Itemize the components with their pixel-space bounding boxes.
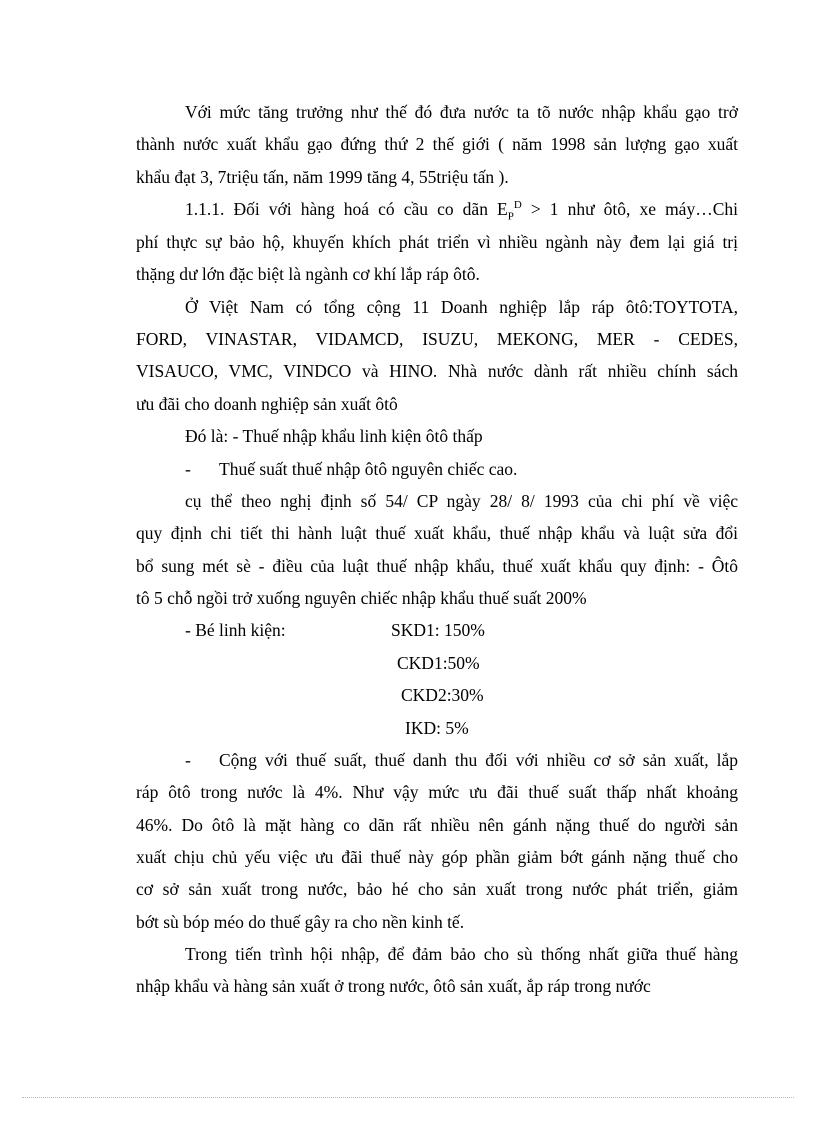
p8-dash: - — [185, 750, 191, 770]
elasticity-superscript: D — [513, 199, 522, 212]
p6-line1: cụ thể theo nghị định số 54/ CP ngày 28/ 8/ 1993 của chi phí về việc — [185, 491, 738, 511]
elasticity-subscript: P — [507, 210, 514, 223]
p1-line1: Với mức tăng trưởng như thế đó đưa nước ta tõ nước nhập khẩu gạo trở — [185, 102, 738, 122]
p8-line5: cơ sở sản xuất trong nước, bảo hé cho sản xuất trong nước phát triển, giảm — [136, 879, 738, 899]
p5-line1: Thuế suất thuế nhập ôtô nguyên chiếc cao. — [219, 459, 518, 479]
p2-line2: phí thực sự bảo hộ, khuyến khích phát triển vì nhiều ngành này đem lại giá trị — [136, 232, 738, 252]
p8-line6: bớt sù bóp méo do thuế gây ra cho nền kinh tế. — [136, 912, 465, 932]
p6-line2: quy định chi tiết thi hành luật thuế xuất khẩu, thuế nhập khẩu và luật sửa đổi — [136, 523, 738, 543]
p6-line3: bổ sung mét sè - điều của luật thuế nhập khẩu, thuế xuất khẩu quy định: - Ôtô — [136, 556, 738, 576]
p9-line1: Trong tiến trình hội nhập, để đảm bảo cho sù thống nhất giữa thuế hàng — [185, 944, 738, 964]
p8-line1: Cộng với thuế suất, thuế danh thu đối với nhiều cơ sở sản xuất, lắp — [219, 750, 738, 770]
rate-ckd1: CKD1:50% — [397, 653, 480, 673]
rate-ikd: IKD: 5% — [405, 718, 469, 738]
p2-line1-pre: 1.1.1. Đối với hàng hoá có cầu co dãn E — [185, 199, 508, 219]
rate-ckd2: CKD2:30% — [401, 685, 484, 705]
p3-line4: ưu đãi cho doanh nghiệp sản xuất ôtô — [136, 394, 398, 414]
rate-skd1: SKD1: 150% — [391, 620, 485, 640]
p2-line1-post: > 1 như ôtô, xe máy…Chi — [521, 199, 738, 219]
p9-line2: nhập khẩu và hàng sản xuất ở trong nước, ôtô sản xuất, ắp ráp trong nước — [136, 976, 651, 996]
p6-line4: tô 5 chỗ ngồi trở xuống nguyên chiếc nhập khẩu thuế suất 200% — [136, 588, 587, 608]
p3-line1: Ở Việt Nam có tổng cộng 11 Doanh nghiệp lắp ráp ôtô:TOYTOTA, — [185, 297, 738, 317]
p8-line4: xuất chịu chủ yếu việc ưu đãi thuế này góp phần giảm bớt gánh nặng thuế cho — [136, 847, 738, 867]
p1-line3: khẩu đạt 3, 7triệu tấn, năm 1999 tăng 4, 55triệu tấn ). — [136, 167, 509, 187]
p3-line3: VISAUCO, VMC, VINDCO và HINO. Nhà nước dành rất nhiều chính sách — [136, 361, 738, 381]
component-label: - Bé linh kiện: — [185, 620, 286, 640]
p2-line3: thặng dư lớn đặc biệt là ngành cơ khí lắp ráp ôtô. — [136, 264, 480, 284]
footer-rule — [22, 1097, 794, 1098]
p1-line2: thành nước xuất khẩu gạo đứng thứ 2 thế giới ( năm 1998 sản lượng gạo xuất — [136, 134, 738, 154]
p5-dash: - — [185, 459, 191, 479]
p3-line2: FORD, VINASTAR, VIDAMCD, ISUZU, MEKONG, MER - CEDES, — [136, 329, 738, 349]
p4-line1: Đó là: - Thuế nhập khẩu linh kiện ôtô thấp — [185, 426, 483, 446]
p8-line2: ráp ôtô trong nước là 4%. Như vậy mức ưu đãi thuế suất thấp nhất khoảng — [136, 782, 738, 802]
p2-line1 — [185, 197, 738, 221]
p8-line3: 46%. Do ôtô là mặt hàng co dãn rất nhiều nên gánh nặng thuế do người sản — [136, 815, 738, 835]
